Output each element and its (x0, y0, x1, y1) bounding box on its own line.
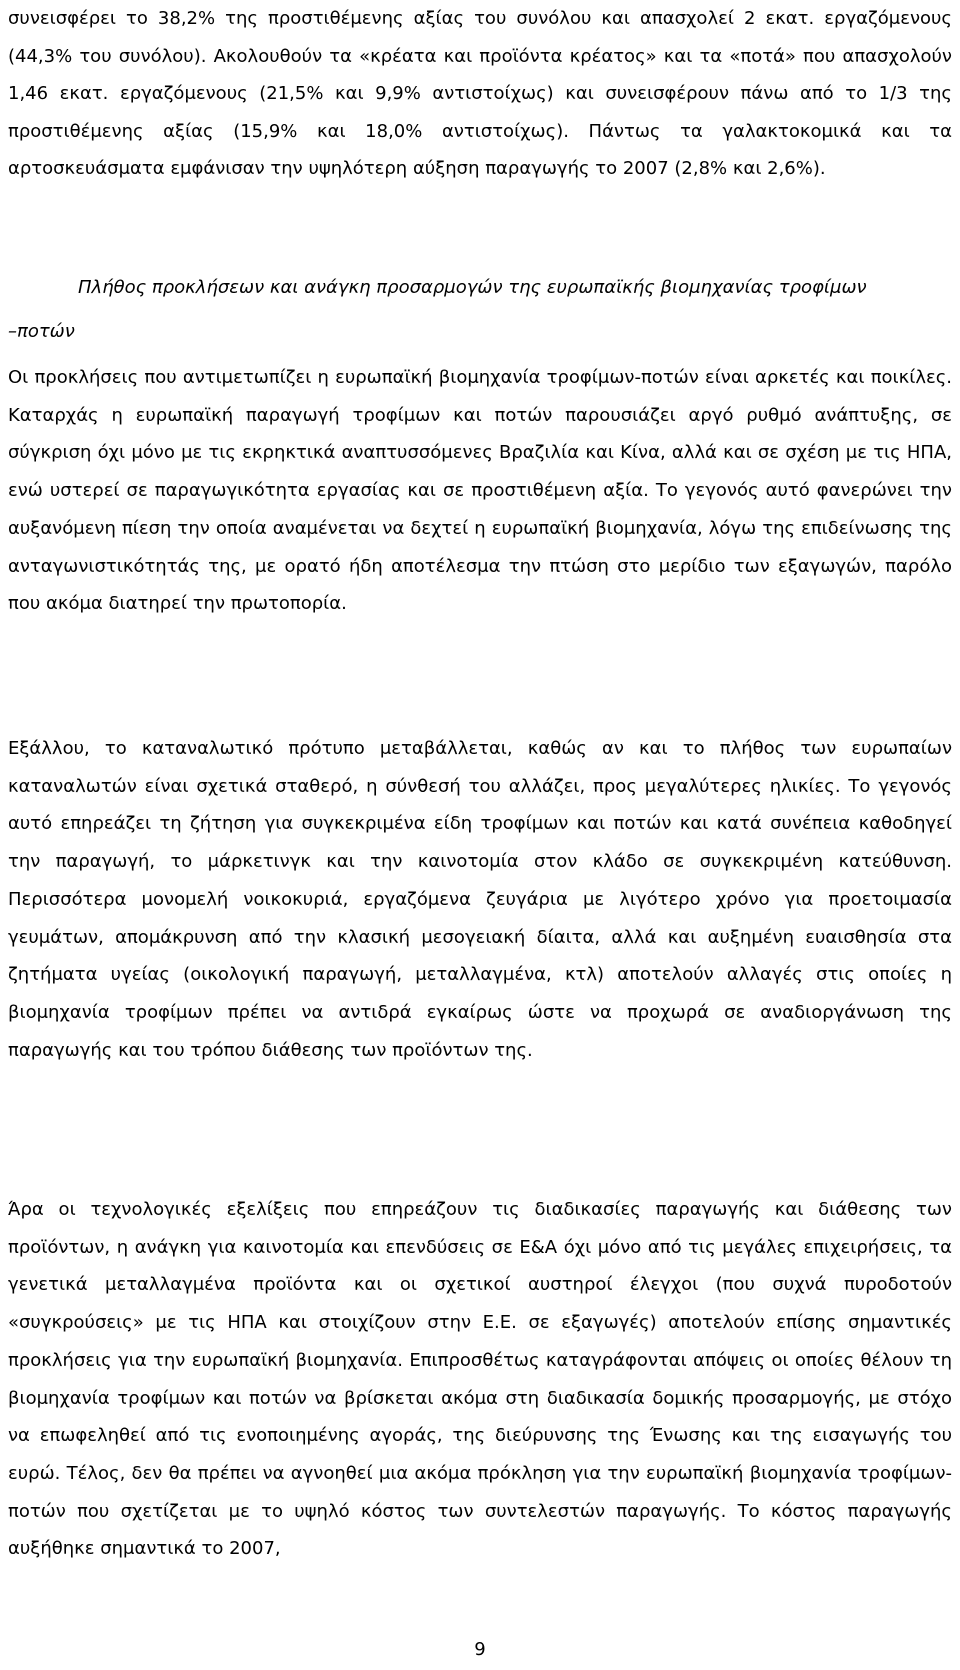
paragraph-challenges: Οι προκλήσεις που αντιμετωπίζει η ευρωπαϊκή βιομηχανία τροφίμων-ποτών είναι αρκετές και ποικίλες. Καταρχάς η ευρωπαϊκή παραγωγή τροφίμων και ποτών παρουσιάζει αργό ρυθμό ανάπτυξης, σε σύγκριση όχι μόνο με τις εκρηκτικά αναπτυσσόμενες Βραζιλία και Κίνα, αλλά και σε σχέση με τις ΗΠΑ, ενώ υστερεί σε παραγωγικότητα εργασίας και σε προστιθέμενη αξία. Το γεγονός αυτό φανερώνει την αυξανόμενη πίεση την οποία αναμένεται να δεχτεί η ευρωπαϊκή βιομηχανία, λόγω της επιδείνωσης της ανταγωνιστικότητάς της, με ορατό ήδη αποτέλεσμα την πτώση στο μερίδιο των εξαγωγών, παρόλο που ακόμα διατηρεί την πρωτοπορία. (8, 367, 952, 615)
section-heading: Πλήθος προκλήσεων και ανάγκη προσαρμογών της ευρωπαϊκής βιομηχανίας τροφίμων (78, 277, 867, 298)
section-heading-continuation: –ποτών (8, 321, 75, 342)
paragraph-sector-employment: συνεισφέρει το 38,2% της προστιθέμενης αξίας του συνόλου και απασχολεί 2 εκατ. εργαζόμενους (44,3% του συνόλου). Ακολουθούν τα «κρέατα και προϊόντα κρέατος» και τα «ποτά» που απασχολούν 1,46 εκατ. εργαζόμενους (21,5% και 9,9% αντιστοίχως) και συνεισφέρουν πάνω από το 1/3 της προστιθέμενης αξίας (15,9% και 18,0% αντιστοίχως). Πάντως τα γαλακτοκομικά και τα αρτοσκευάσματα εμφάνισαν την υψηλότερη αύξηση παραγωγής το 2007 (2,8% και 2,6%). (8, 8, 952, 179)
page-number: 9 (474, 1639, 486, 1660)
paragraph-consumer-pattern: Εξάλλου, το καταναλωτικό πρότυπο μεταβάλλεται, καθώς αν και το πλήθος των ευρωπαίων καταναλωτών είναι σχετικά σταθερό, η σύνθεσή του αλλάζει, προς μεγαλύτερες ηλικίες. Το γεγονός αυτό επηρεάζει τη ζήτηση για συγκεκριμένα είδη τροφίμων και ποτών και κατά συνέπεια καθοδηγεί την παραγωγή, το μάρκετινγκ και την καινοτομία στον κλάδο σε συγκεκριμένη κατεύθυνση. Περισσότερα μονομελή νοικοκυριά, εργαζόμενα ζευγάρια με λιγότερο χρόνο για προετοιμασία γευμάτων, απομάκρυνση από την κλασική μεσογειακή δίαιτα, αλλά και αυξημένη ευαισθησία στα ζητήματα υγείας (οικολογική παραγωγή, μεταλλαγμένα, κτλ) αποτελούν αλλαγές στις οποίες η βιομηχανία τροφίμων πρέπει να αντιδρά εγκαίρως ώστε να προχωρά σε αναδιοργάνωση της παραγωγής και του τρόπου διάθεσης των προϊόντων της. (8, 738, 952, 1061)
paragraph-technology-challenges: Άρα οι τεχνολογικές εξελίξεις που επηρεάζουν τις διαδικασίες παραγωγής και διάθεσης των προϊόντων, η ανάγκη για καινοτομία και επενδύσεις σε Ε&Α όχι μόνο από τις μεγάλες επιχειρήσεις, τα γενετικά μεταλλαγμένα προϊόντα και οι σχετικοί αυστηροί έλεγχοι (που συχνά πυροδοτούν «συγκρούσεις» με τις ΗΠΑ και στοιχίζουν στην Ε.Ε. σε εξαγωγές) αποτελούν επίσης σημαντικές προκλήσεις για την ευρωπαϊκή βιομηχανία. Επιπροσθέτως καταγράφονται απόψεις οι οποίες θέλουν τη βιομηχανία τροφίμων και ποτών να βρίσκεται ακόμα στη διαδικασία δομικής προσαρμογής, με στόχο να επωφεληθεί από τις ενοποιημένης αγοράς, της διεύρυνσης της Ένωσης και της εισαγωγής του ευρώ. Τέλος, δεν θα πρέπει να αγνοηθεί μια ακόμα πρόκληση για την ευρωπαϊκή βιομηχανία τροφίμων-ποτών που σχετίζεται με το υψηλό κόστος των συντελεστών παραγωγής. Το κόστος παραγωγής αυξήθηκε σημαντικά το 2007, (8, 1199, 952, 1560)
